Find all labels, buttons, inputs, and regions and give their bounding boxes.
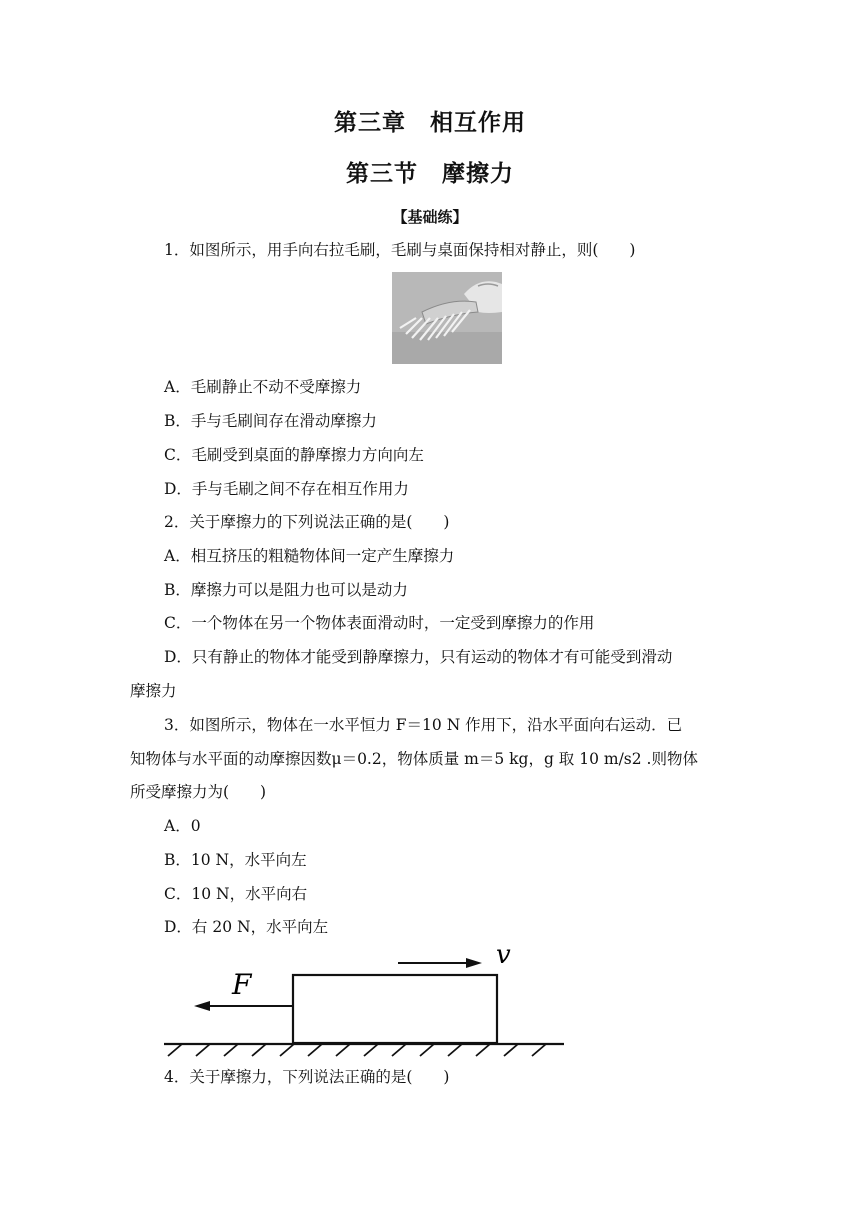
q2-option-d-continued: 摩擦力	[130, 682, 177, 700]
chapter-title: 第三章 相互作用	[334, 110, 526, 136]
q1-option-c: C．毛刷受到桌面的静摩擦力方向向左	[164, 446, 424, 464]
q1-option-a: A．毛刷静止不动不受摩擦力	[164, 378, 362, 396]
force-arrow	[194, 1001, 293, 1011]
q3-figure	[160, 938, 580, 1066]
brush-icon	[392, 272, 502, 364]
velocity-arrow	[398, 958, 482, 968]
q3-option-c: C．10 N，水平向右	[164, 885, 308, 903]
q1-option-b: B．手与毛刷间存在滑动摩擦力	[164, 412, 377, 430]
velocity-label: v	[496, 940, 511, 970]
exercise-label: 【基础练】	[392, 208, 468, 226]
block	[293, 975, 497, 1043]
q2-option-b: B．摩擦力可以是阻力也可以是动力	[164, 581, 408, 599]
q2-option-c: C．一个物体在另一个物体表面滑动时，一定受到摩擦力的作用	[164, 614, 595, 632]
q3-stem-line-2: 知物体与水平面的动摩擦因数μ＝0.2，物体质量 m＝5 kg，g 取 10 m/s2 .则物体	[130, 750, 698, 768]
q3-option-d: D．右 20 N，水平向左	[164, 918, 329, 936]
q1-option-d: D．手与毛刷之间不存在相互作用力	[164, 480, 409, 498]
q3-option-b: B．10 N，水平向左	[164, 851, 307, 869]
force-label: F	[232, 968, 252, 1001]
q3-stem-line-1: 3．如图所示，物体在一水平恒力 F＝10 N 作用下，沿水平面向右运动．已	[164, 716, 683, 734]
q3-stem-line-3: 所受摩擦力为( )	[130, 783, 267, 801]
q2-option-d: D．只有静止的物体才能受到静摩擦力，只有运动的物体才有可能受到滑动	[164, 648, 673, 666]
q2-stem: 2．关于摩擦力的下列说法正确的是( )	[164, 513, 450, 531]
q1-stem: 1．如图所示，用手向右拉毛刷，毛刷与桌面保持相对静止，则( )	[164, 241, 636, 259]
section-title: 第三节 摩擦力	[346, 161, 514, 187]
ground-hatching	[168, 1044, 546, 1056]
q3-option-a: A．0	[164, 817, 201, 835]
block-on-surface-diagram	[160, 938, 580, 1062]
brush-photo	[392, 272, 502, 364]
q4-stem: 4．关于摩擦力，下列说法正确的是( )	[164, 1068, 450, 1086]
q2-option-a: A．相互挤压的粗糙物体间一定产生摩擦力	[164, 547, 455, 565]
